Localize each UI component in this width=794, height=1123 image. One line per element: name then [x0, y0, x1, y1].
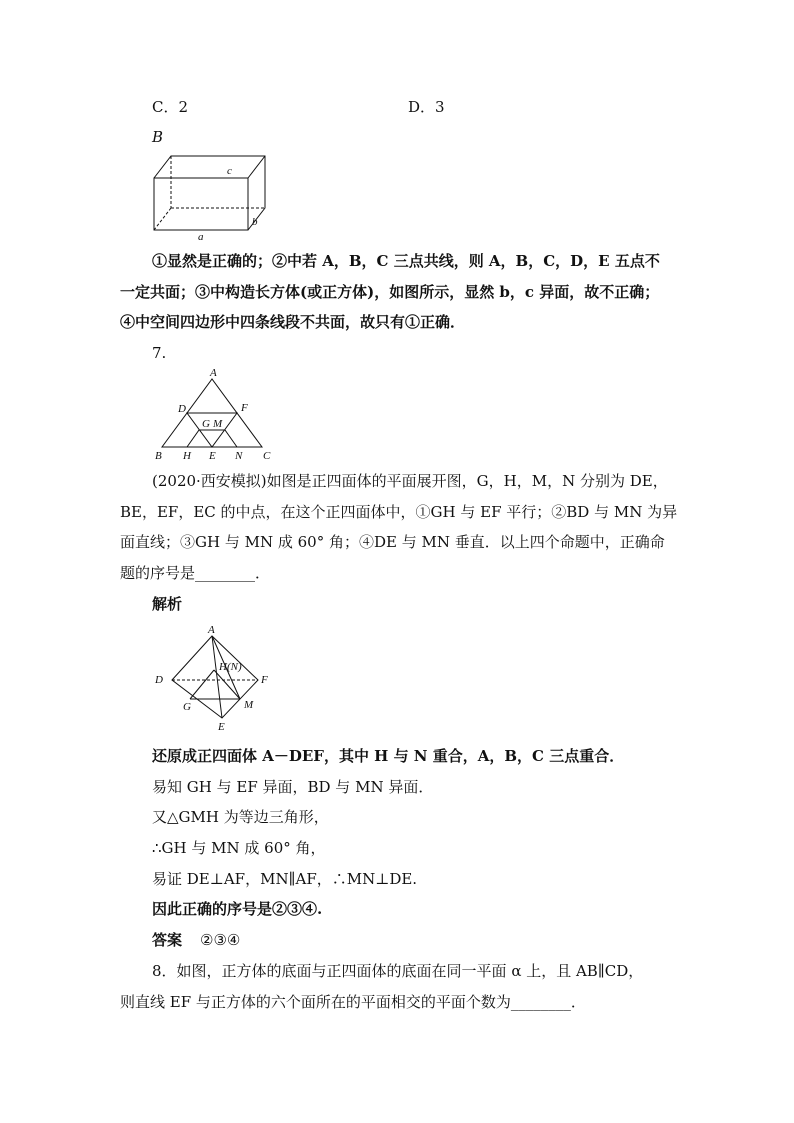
cuboid-edge	[248, 156, 265, 178]
q8-line-1: 8．如图，正方体的底面与正四面体的底面在同一平面 α 上，且 AB∥CD，	[152, 962, 644, 980]
net-label-C: C	[263, 450, 271, 461]
option-c: C．2	[152, 98, 189, 116]
answer-7-label: 答案	[152, 931, 183, 949]
tetra-label-D: D	[155, 674, 163, 686]
analysis7-line-3: 又△GMH 为等边三角形，	[152, 808, 329, 826]
tetra-HG	[190, 670, 214, 699]
q7-line-3: 面直线；③GH 与 MN 成 60° 角；④DE 与 MN 垂直．以上四个命题中，正确命	[120, 533, 665, 551]
net-label-G: G	[202, 418, 210, 430]
net-label-E: E	[209, 450, 216, 461]
explain6-line-3: ④中空间四边形中四条线段不共面，故只有①正确．	[120, 313, 466, 331]
cuboid-figure	[148, 150, 278, 242]
tetrahedron-figure	[152, 622, 276, 734]
net-label-N: N	[235, 450, 243, 461]
cuboid-front-face	[154, 178, 248, 230]
answer-6: B	[152, 128, 164, 146]
tetra-label-HN: H(N)	[219, 661, 242, 673]
net-figure	[152, 365, 278, 461]
net-label-H: H	[183, 450, 191, 461]
analysis7-line-5: 易证 DE⊥AF，MN∥AF，∴MN⊥DE.	[152, 870, 418, 888]
explain6-line-2: 一定共面；③中构造长方体(或正方体)，如图所示，显然 b，c 异面，故不正确；	[120, 283, 660, 301]
net-midlines	[187, 430, 237, 447]
net-label-B: B	[155, 450, 162, 461]
analysis7-line-2: 易知 GH 与 EF 异面，BD 与 MN 异面．	[152, 778, 434, 796]
analysis7-line-4: ∴GH 与 MN 成 60° 角，	[152, 839, 326, 857]
option-d: D．3	[408, 98, 445, 116]
question-7-number: 7.	[152, 344, 167, 362]
net-label-A: A	[210, 367, 217, 379]
cuboid-label-c: c	[227, 165, 232, 177]
q7-line-1: (2020·西安模拟)如图是正四面体的平面展开图，G，H，M，N 分别为 DE，	[152, 472, 668, 490]
tetra-label-G: G	[183, 701, 191, 713]
answer-7-value: ②③④	[200, 931, 241, 949]
analysis7-line-1: 还原成正四面体 A－DEF，其中 H 与 N 重合，A，B，C 三点重合．	[152, 747, 625, 765]
q7-line-2: BE，EF，EC 的中点，在这个正四面体中，①GH 与 EF 平行；②BD 与 MN 为异	[120, 503, 678, 521]
tetra-label-F: F	[261, 674, 268, 686]
tetra-label-E: E	[218, 721, 225, 733]
analysis7-line-6: 因此正确的序号是②③④.	[152, 900, 323, 918]
tetra-label-A: A	[208, 624, 215, 636]
cuboid-label-a: a	[198, 231, 204, 242]
q7-line-4: 题的序号是________．	[120, 564, 271, 582]
net-label-M: M	[213, 418, 223, 430]
analysis-label: 解析	[152, 595, 183, 613]
tetra-label-M: M	[244, 699, 254, 711]
net-label-F: F	[241, 402, 248, 414]
net-label-D: D	[178, 403, 186, 415]
cuboid-label-b: b	[252, 216, 258, 228]
explain6-line-1: ①显然是正确的；②中若 A，B，C 三点共线，则 A，B，C，D，E 五点不	[152, 252, 660, 270]
q8-line-2: 则直线 EF 与正方体的六个面所在的平面相交的平面个数为________．	[120, 993, 586, 1011]
